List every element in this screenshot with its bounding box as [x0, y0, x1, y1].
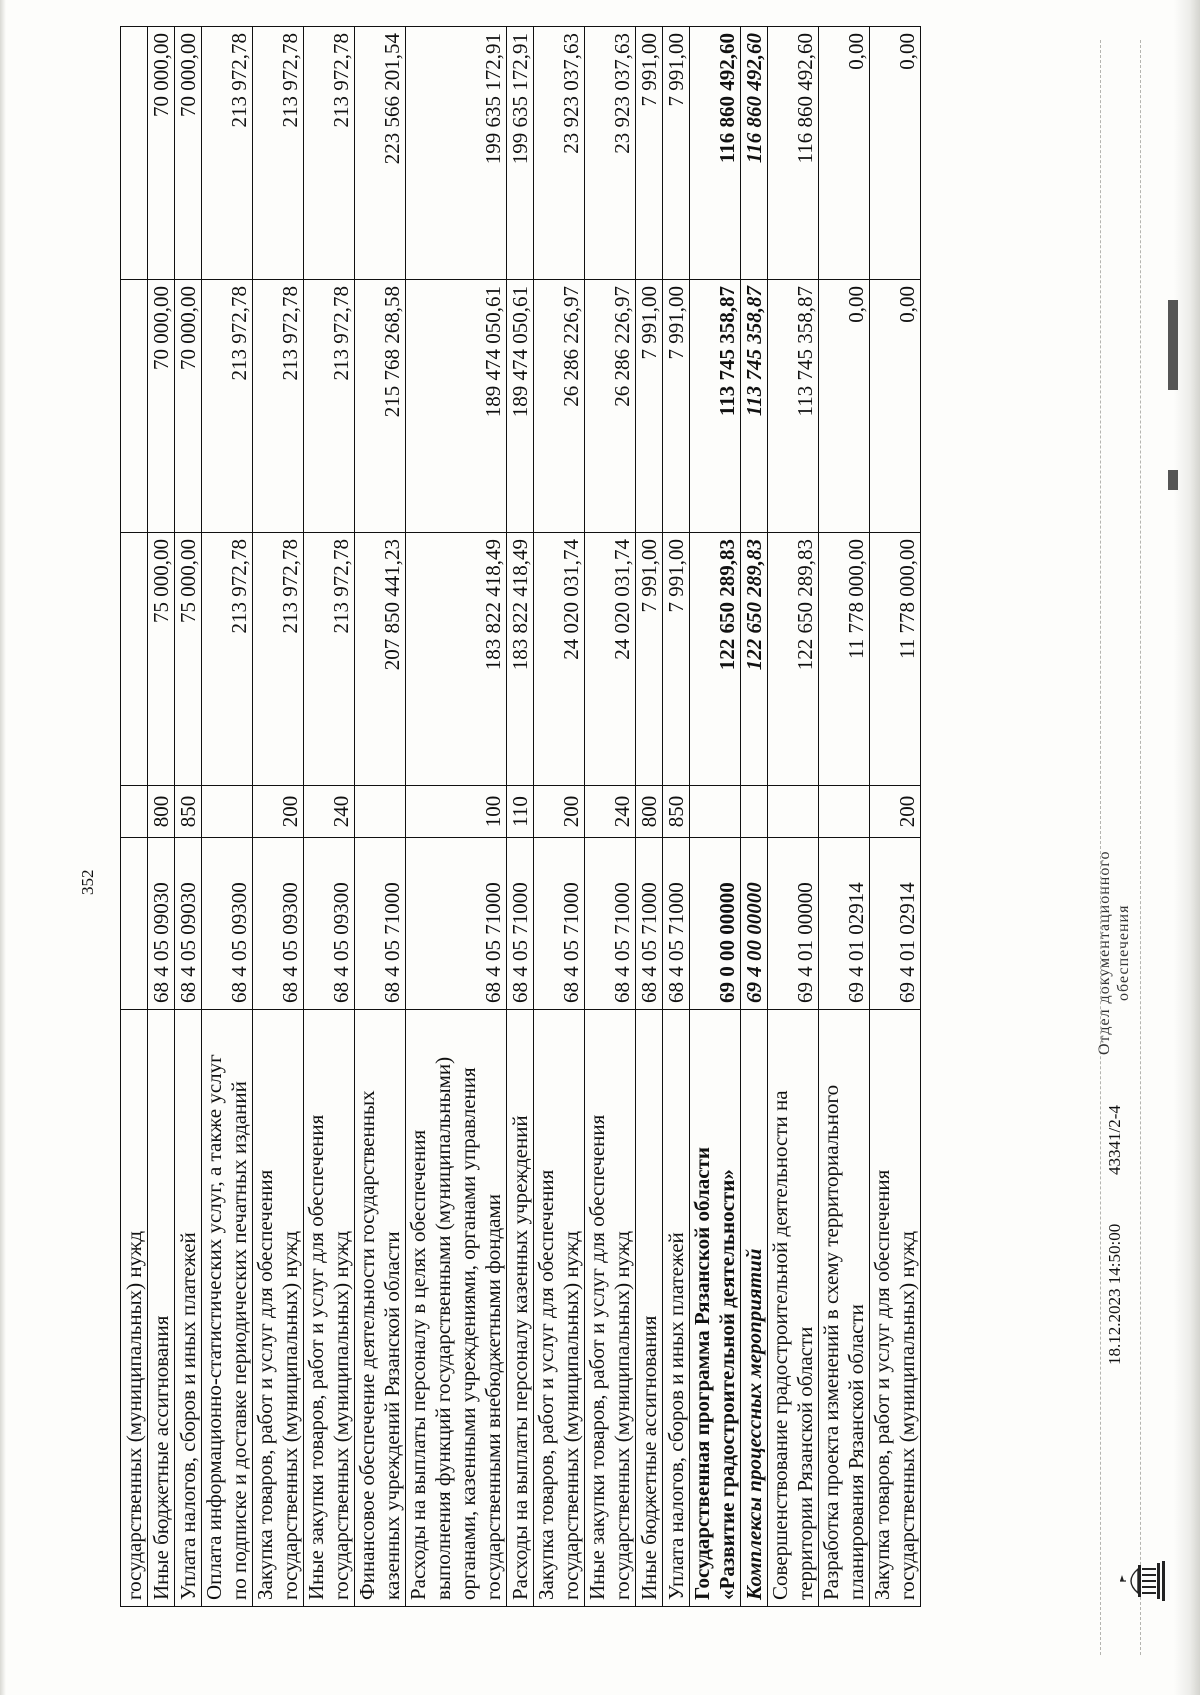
row-value-2026: 0,00	[819, 27, 870, 280]
row-value-2024: 122 650 289,83	[690, 533, 741, 786]
row-name: Иные закупки товаров, работ и услуг для обеспечения государственных (муниципальных) нужд	[585, 1010, 636, 1607]
row-value-2026: 213 972,78	[202, 27, 253, 280]
row-expense-type: 200	[534, 786, 585, 838]
row-code: 68 4 05 71000	[636, 838, 663, 1010]
table-row	[768, 27, 819, 1607]
table-row	[870, 27, 921, 1607]
row-expense-type: 200	[870, 786, 921, 838]
row-value-2026: 70 000,00	[175, 27, 202, 280]
row-name: Оплата информационно-статистических услуг, а также услуг по подписке и доставке периодических печатных изданий	[202, 1010, 253, 1607]
table-row	[636, 27, 663, 1607]
row-value-2025: 213 972,78	[253, 280, 304, 533]
row-name: Уплата налогов, сборов и иных платежей	[175, 1010, 202, 1607]
row-expense-type: 100	[406, 786, 507, 838]
row-name: Закупка товаров, работ и услуг для обеспечения государственных (муниципальных) нужд	[870, 1010, 921, 1607]
table-row	[355, 27, 406, 1607]
row-expense-type	[768, 786, 819, 838]
row-name: Расходы на выплаты персоналу казенных учреждений	[507, 1010, 534, 1607]
row-value-2025: 213 972,78	[202, 280, 253, 533]
row-expense-type: 200	[253, 786, 304, 838]
row-name: Иные бюджетные ассигнования	[148, 1010, 175, 1607]
row-value-2024: 207 850 441,23	[355, 533, 406, 786]
footer-date: 18.12.2023 14:50:00	[1105, 1223, 1124, 1365]
row-code: 69 4 01 02914	[819, 838, 870, 1010]
row-value-2026: 0,00	[870, 27, 921, 280]
table-row	[819, 27, 870, 1607]
row-code: 68 4 05 71000	[534, 838, 585, 1010]
row-value-2024: 7 991,00	[663, 533, 690, 786]
row-value-2025: 26 286 226,97	[585, 280, 636, 533]
table-row	[175, 27, 202, 1607]
table-row	[690, 27, 741, 1607]
row-value-2024: 24 020 031,74	[585, 533, 636, 786]
row-name: государственных (муниципальных) нужд	[121, 1010, 148, 1607]
row-name: Закупка товаров, работ и услуг для обеспечения государственных (муниципальных) нужд	[534, 1010, 585, 1607]
row-value-2025: 113 745 358,87	[741, 280, 768, 533]
table-row	[202, 27, 253, 1607]
department-stamp	[1095, 850, 1133, 1055]
row-value-2025: 0,00	[819, 280, 870, 533]
row-value-2026: 199 635 172,91	[406, 27, 507, 280]
row-expense-type	[819, 786, 870, 838]
row-value-2026: 70 000,00	[148, 27, 175, 280]
row-value-2026: 213 972,78	[304, 27, 355, 280]
row-code: 68 4 05 71000	[663, 838, 690, 1010]
row-value-2026: 23 923 037,63	[534, 27, 585, 280]
row-value-2025: 189 474 050,61	[507, 280, 534, 533]
row-code: 68 4 05 71000	[507, 838, 534, 1010]
page-number: 352	[78, 869, 97, 895]
row-value-2024: 75 000,00	[148, 533, 175, 786]
row-value-2026: 199 635 172,91	[507, 27, 534, 280]
row-value-2025: 7 991,00	[636, 280, 663, 533]
row-value-2024: 183 822 418,49	[406, 533, 507, 786]
row-value-2025	[121, 280, 148, 533]
row-name: Финансовое обеспечение деятельности государственных казенных учреждений Рязанской области	[355, 1010, 406, 1607]
row-name: Уплата налогов, сборов и иных платежей	[663, 1010, 690, 1607]
row-value-2026: 116 860 492,60	[768, 27, 819, 280]
row-name: Иные закупки товаров, работ и услуг для обеспечения государственных (муниципальных) нужд	[304, 1010, 355, 1607]
row-value-2026: 223 566 201,54	[355, 27, 406, 280]
row-value-2024: 11 778 000,00	[870, 533, 921, 786]
table-row	[741, 27, 768, 1607]
row-value-2025: 189 474 050,61	[406, 280, 507, 533]
row-value-2024: 24 020 031,74	[534, 533, 585, 786]
row-value-2024: 213 972,78	[304, 533, 355, 786]
row-expense-type: 800	[636, 786, 663, 838]
table-row	[121, 27, 148, 1607]
row-expense-type: 850	[175, 786, 202, 838]
row-value-2025: 0,00	[870, 280, 921, 533]
department-stamp-line1: Отдел документационного	[1096, 850, 1113, 1055]
row-expense-type	[121, 786, 148, 838]
table-row	[663, 27, 690, 1607]
row-value-2024: 7 991,00	[636, 533, 663, 786]
row-code	[121, 838, 148, 1010]
row-name: Расходы на выплаты персоналу в целях обеспечения выполнения функций государственными (муниципальными) органами, казенными учреждениями, органами управления государственными внебюджетными фондами	[406, 1010, 507, 1607]
row-value-2025: 70 000,00	[175, 280, 202, 533]
row-name: Комплексы процессных мероприятий	[741, 1010, 768, 1607]
row-value-2024: 75 000,00	[175, 533, 202, 786]
row-value-2026: 7 991,00	[636, 27, 663, 280]
row-value-2025: 213 972,78	[304, 280, 355, 533]
row-value-2026: 116 860 492,60	[690, 27, 741, 280]
department-stamp-line2: обеспечения	[1115, 904, 1132, 1001]
row-expense-type: 240	[304, 786, 355, 838]
row-value-2025: 113 745 358,87	[768, 280, 819, 533]
row-name: Совершенствование градостроительной деятельности на территории Рязанской области	[768, 1010, 819, 1607]
table-row	[507, 27, 534, 1607]
duma-building-icon	[1118, 1559, 1168, 1603]
table-row	[304, 27, 355, 1607]
row-value-2024: 213 972,78	[202, 533, 253, 786]
row-value-2026: 213 972,78	[253, 27, 304, 280]
row-value-2026: 23 923 037,63	[585, 27, 636, 280]
row-code: 69 4 01 00000	[768, 838, 819, 1010]
row-expense-type: 240	[585, 786, 636, 838]
row-expense-type	[741, 786, 768, 838]
table-row	[534, 27, 585, 1607]
row-code: 69 4 00 00000	[741, 838, 768, 1010]
table-row	[585, 27, 636, 1607]
row-code: 68 4 05 71000	[585, 838, 636, 1010]
row-code: 68 4 05 09300	[304, 838, 355, 1010]
table-row	[406, 27, 507, 1607]
table-row	[148, 27, 175, 1607]
budget-table	[120, 26, 921, 1607]
row-value-2024: 122 650 289,83	[741, 533, 768, 786]
row-code: 68 4 05 71000	[355, 838, 406, 1010]
row-value-2026: 7 991,00	[663, 27, 690, 280]
row-value-2024: 213 972,78	[253, 533, 304, 786]
row-value-2025: 113 745 358,87	[690, 280, 741, 533]
row-expense-type	[202, 786, 253, 838]
row-name: Иные бюджетные ассигнования	[636, 1010, 663, 1607]
row-value-2025: 26 286 226,97	[534, 280, 585, 533]
row-value-2025: 70 000,00	[148, 280, 175, 533]
row-value-2024: 183 822 418,49	[507, 533, 534, 786]
row-code: 69 4 01 02914	[870, 838, 921, 1010]
row-code: 68 4 05 71000	[406, 838, 507, 1010]
row-value-2024	[121, 533, 148, 786]
row-value-2024: 11 778 000,00	[819, 533, 870, 786]
row-value-2024: 122 650 289,83	[768, 533, 819, 786]
row-value-2025: 7 991,00	[663, 280, 690, 533]
footer-doc-code: 43341/2-4	[1105, 1105, 1124, 1175]
row-code: 69 0 00 00000	[690, 838, 741, 1010]
row-expense-type	[355, 786, 406, 838]
row-name: Государственная программа Рязанской области «Развитие градостроительной деятельности»	[690, 1010, 741, 1607]
row-value-2026: 116 860 492,60	[741, 27, 768, 280]
row-code: 68 4 05 09030	[175, 838, 202, 1010]
row-name: Закупка товаров, работ и услуг для обеспечения государственных (муниципальных) нужд	[253, 1010, 304, 1607]
row-code: 68 4 05 09300	[253, 838, 304, 1010]
row-value-2026	[121, 27, 148, 280]
row-expense-type: 800	[148, 786, 175, 838]
row-value-2025: 215 768 268,58	[355, 280, 406, 533]
row-code: 68 4 05 09030	[148, 838, 175, 1010]
row-expense-type: 850	[663, 786, 690, 838]
row-name: Разработка проекта изменений в схему территориального планирования Рязанской области	[819, 1010, 870, 1607]
row-expense-type	[690, 786, 741, 838]
table-row	[253, 27, 304, 1607]
row-expense-type: 110	[507, 786, 534, 838]
row-code: 68 4 05 09300	[202, 838, 253, 1010]
